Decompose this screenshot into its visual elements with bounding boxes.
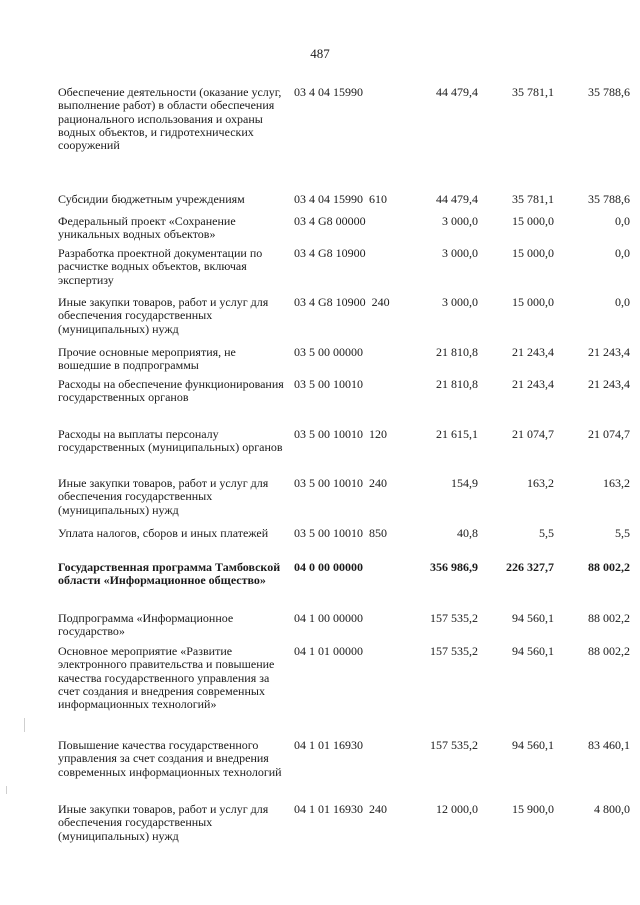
row-value-2: 35 781,1 (512, 192, 554, 206)
budget-table (58, 85, 630, 853)
row-value-2: 21 074,7 (512, 427, 554, 441)
row-value-2: 35 781,1 (512, 85, 554, 99)
row-name: Прочие основные мероприятия, не вошедшие в подпрограммы (58, 345, 236, 373)
row-code: 04 0 00 00000 (294, 560, 363, 574)
row-value-3: 88 002,2 (588, 611, 630, 625)
row-value-2: 21 243,4 (512, 377, 554, 391)
row-value-1: 21 810,8 (436, 377, 478, 391)
row-value-1: 40,8 (457, 526, 478, 540)
row-value-2: 163,2 (527, 476, 554, 490)
row-code: 03 5 00 10010 850 (294, 526, 387, 540)
table-row (58, 611, 630, 645)
row-value-3: 4 800,0 (594, 802, 630, 816)
row-code: 03 5 00 10010 240 (294, 476, 387, 490)
row-code: 03 5 00 00000 (294, 345, 363, 359)
table-row (58, 192, 630, 215)
row-name: Расходы на обеспечение функционирования государственных органов (58, 377, 284, 405)
row-code: 03 4 G8 10900 240 (294, 295, 390, 309)
row-value-1: 154,9 (451, 476, 478, 490)
row-name: Иные закупки товаров, работ и услуг для обеспечения государственных (муниципальных) нужд (58, 295, 269, 336)
row-name: Иные закупки товаров, работ и услуг для обеспечения государственных (муниципальных) нужд (58, 802, 269, 843)
row-value-1: 3 000,0 (442, 246, 478, 260)
row-value-3: 5,5 (615, 526, 630, 540)
row-code: 03 4 04 15990 (294, 85, 363, 99)
row-value-3: 35 788,6 (588, 192, 630, 206)
row-code: 04 1 00 00000 (294, 611, 363, 625)
table-row (58, 345, 630, 378)
row-value-1: 3 000,0 (442, 214, 478, 228)
table-row (58, 526, 630, 561)
row-name: Подпрограмма «Информационное государство» (58, 611, 234, 639)
row-code: 03 4 G8 00000 (294, 214, 366, 228)
row-name: Повышение качества государственного управления за счет создания и внедрения современных информационных технологий (58, 738, 282, 779)
row-name: Основное мероприятие «Развитие электронного правительства и повышение качества государственного управления за счет создания и внедрения современных информационных технологий» (58, 644, 275, 712)
row-value-2: 15 900,0 (512, 802, 554, 816)
row-value-1: 44 479,4 (436, 85, 478, 99)
row-value-3: 88 002,2 (588, 560, 630, 574)
row-value-1: 3 000,0 (442, 295, 478, 309)
row-value-3: 163,2 (603, 476, 630, 490)
row-name: Иные закупки товаров, работ и услуг для обеспечения государственных (муниципальных) нужд (58, 476, 269, 517)
row-name: Расходы на выплаты персоналу государственных (муниципальных) органов (58, 427, 283, 455)
row-value-3: 21 074,7 (588, 427, 630, 441)
table-row (58, 295, 630, 346)
row-name: Обеспечение деятельности (оказание услуг, выполнение работ) в области обеспечения рационального использования и охраны водных объектов, и гидротехнических сооружений (58, 85, 282, 153)
row-value-2: 15 000,0 (512, 214, 554, 228)
row-code: 04 1 01 16930 (294, 738, 363, 752)
row-value-1: 157 535,2 (430, 611, 478, 625)
table-row (58, 802, 630, 853)
row-name: Федеральный проект «Сохранение уникальных водных объектов» (58, 214, 236, 242)
row-value-1: 157 535,2 (430, 738, 478, 752)
row-value-1: 21 615,1 (436, 427, 478, 441)
row-value-3: 0,0 (615, 214, 630, 228)
table-row (58, 427, 630, 477)
row-code: 04 1 01 16930 240 (294, 802, 387, 816)
row-value-3: 21 243,4 (588, 345, 630, 359)
table-row (58, 85, 630, 193)
table-row (58, 738, 630, 803)
page-number: 487 (310, 46, 330, 61)
table-row (58, 644, 630, 739)
row-value-2: 226 327,7 (506, 560, 554, 574)
row-value-1: 157 535,2 (430, 644, 478, 658)
scan-mark (6, 786, 7, 794)
row-value-2: 5,5 (539, 526, 554, 540)
row-value-1: 44 479,4 (436, 192, 478, 206)
row-value-2: 94 560,1 (512, 738, 554, 752)
scan-mark (24, 718, 25, 732)
row-value-1: 12 000,0 (436, 802, 478, 816)
row-code: 04 1 01 00000 (294, 644, 363, 658)
table-row (58, 476, 630, 527)
row-value-3: 0,0 (615, 295, 630, 309)
table-row (58, 377, 630, 428)
row-value-1: 356 986,9 (430, 560, 478, 574)
row-value-2: 15 000,0 (512, 295, 554, 309)
row-value-2: 15 000,0 (512, 246, 554, 260)
row-value-2: 21 243,4 (512, 345, 554, 359)
row-value-2: 94 560,1 (512, 644, 554, 658)
row-value-2: 94 560,1 (512, 611, 554, 625)
table-row-program (58, 560, 630, 612)
row-code: 03 5 00 10010 (294, 377, 363, 391)
row-name: Субсидии бюджетным учреждениям (58, 192, 245, 206)
row-value-3: 0,0 (615, 246, 630, 260)
row-name: Разработка проектной документации по расчистке водных объектов, включая экспертизу (58, 246, 263, 287)
table-row (58, 214, 630, 247)
row-name: Уплата налогов, сборов и иных платежей (58, 526, 269, 540)
table-row (58, 246, 630, 296)
row-code: 03 5 00 10010 120 (294, 427, 387, 441)
row-value-3: 83 460,1 (588, 738, 630, 752)
row-code: 03 4 G8 10900 (294, 246, 366, 260)
row-value-3: 35 788,6 (588, 85, 630, 99)
row-value-3: 21 243,4 (588, 377, 630, 391)
row-value-3: 88 002,2 (588, 644, 630, 658)
row-name: Государственная программа Тамбовской области «Информационное общество» (58, 560, 281, 588)
row-code: 03 4 04 15990 610 (294, 192, 387, 206)
row-value-1: 21 810,8 (436, 345, 478, 359)
